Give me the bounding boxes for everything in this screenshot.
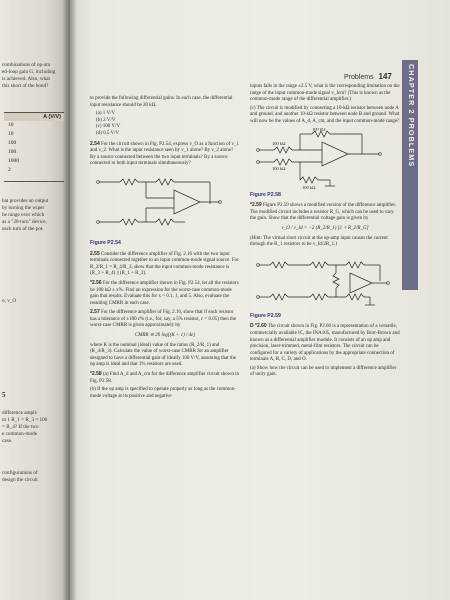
left-fragment: ed-loop gain G, including <box>2 69 56 75</box>
list-item: (b) 2 V/V <box>96 117 116 123</box>
left-fragment: he range over which <box>2 212 45 218</box>
left-fragment: each turn of the pot. <box>2 226 44 232</box>
left-fragment: o, v_O <box>2 298 17 304</box>
left-fragment: combinations of op-am <box>2 62 51 68</box>
problem-2-54 <box>90 141 240 168</box>
problem-number: *2.59 <box>250 202 262 209</box>
text-column-right <box>250 84 400 381</box>
problem-number: 2.57 <box>90 309 100 316</box>
paragraph: (a) Show how the circuit can be used to implement a difference amplifier of unity gain. <box>250 365 397 378</box>
resistor-label: 100 kΩ <box>272 165 286 171</box>
left-fragment: configurations of <box>2 470 38 476</box>
left-table-header: A (V/V) <box>4 113 64 121</box>
problem-number: 2.55 <box>90 250 100 257</box>
running-title: Problems <box>344 74 374 81</box>
paragraph: (c) The circuit is modified by connecting a 10-kΩ resistor between node A and ground, and another 10-kΩ resistor between node B and ground. What will now be the values of A_d, A_cm, and the input common-mode range? <box>250 105 400 124</box>
chapter-tab-label: CHAPTER 2 PROBLEMS <box>407 64 416 168</box>
resistor-label: 100 kΩ <box>302 184 316 190</box>
left-table-row: 100 <box>8 149 17 155</box>
left-fragment: by turning the wiper <box>2 205 45 211</box>
left-fragment: design the circuit <box>2 477 38 483</box>
book-gutter <box>62 0 76 600</box>
left-table-row: 2 <box>8 167 11 173</box>
left-table <box>4 112 64 182</box>
problem-text: For the difference amplifier of Fig. 2.16, show that if each resistor has a tolerance of ±100 ε% (i.e., for, say, a 5% resistor, ε = 0.05) then the worst-case CMRR is given approximately by <box>90 310 237 329</box>
paragraph: to provide the following differential gains. In each case, the differential input resistance should be 20 kΩ. <box>90 96 233 108</box>
problem-text: The circuit shown in Fig. P2.60 is a representation of a versatile, commercially available IC, the INA105, manufactured by Burr-Brown and known as a differential amplifier module. It consists of an op amp and precision, laser-trimmed, metal-film resistors. The circuit can be configured for a variety of applications by the appropriate connection of terminals A, B, C, D, and O. <box>250 324 400 363</box>
list-item: (a) 1 V/V <box>96 111 116 117</box>
circuit-diagram-p2-54 <box>90 170 240 238</box>
figure-caption: Figure P2.54 <box>90 239 121 246</box>
left-fragment: case. <box>2 438 13 444</box>
left-fragment: is achieved. Also, what <box>2 76 50 82</box>
text-column-left <box>90 96 240 402</box>
problem-number: *2.56 <box>90 279 102 286</box>
left-fragment: as a "20-turn" device, <box>2 219 47 225</box>
problem-2-60 <box>250 323 400 364</box>
cmrr-equation: CMRR ≅ 20 log[(K + 1) / 4ε] <box>134 333 196 339</box>
left-fragment: this short of the bond? <box>2 83 49 89</box>
problem-2-57 <box>90 309 240 330</box>
paragraph: (b) If the op amp is specified to operate properly as long as the common-mode voltage at its positive and negative <box>90 387 236 399</box>
problem-text: Consider the difference amplifier of Fig. 2.16 with the two input terminals connected together to an input common-mode signal source. For R_2/R_1 = R_4/R_3, show that the input common-mode resistance is (R_3 + R_4) || (R_1 + R_2). <box>90 251 239 277</box>
circuit-diagram-p2-59 <box>250 251 400 311</box>
page-number: 147 <box>378 72 392 81</box>
problem-number: 2.54 <box>90 140 100 147</box>
resistor-label: 100 kΩ <box>272 140 286 146</box>
problem-text: For the difference amplifier shown in Fig. P2.54, let all the resistors be 100 kΩ ± x%. Find an expression for the worst-case common-mode gain that results. Evaluate this for x = 0.1, 1, and 5. Also, evaluate the resulting CMRR in each case. <box>90 280 239 306</box>
problem-text: For the circuit shown in Fig. P2.54, express v_O as a function of v_1 and v_2. What is the input resistance seen by v_1 alone? By v_2 alone? By a source connected between the two input terminals? By a source connected to both input terminals simultaneously? <box>90 141 240 167</box>
problem-text: Figure P2.59 shows a modified version of the difference amplifier. The modified circuit includes a resistor R_G, which can be used to vary the gain. Show that the differential voltage gain is given by <box>250 203 397 222</box>
left-table-row: 10 <box>8 131 14 137</box>
paragraph: inputs falls in the range ±2.5 V, what is the corresponding limitation on the range of the input common-mode signal v_Icm? (This is known as the common-mode range of the differential amplifier.) <box>250 84 400 103</box>
left-table-row: 10 <box>8 122 14 128</box>
list-item: (d) 0.5 V/V <box>96 130 120 136</box>
left-table-row: 1000 <box>8 158 19 164</box>
list-item: (c) 100 V/V <box>96 124 121 130</box>
problem-2-56 <box>90 280 240 307</box>
left-fragment: e common-mode <box>2 431 38 437</box>
figure-caption: Figure P2.58 <box>250 191 281 198</box>
left-table-row: 100 <box>8 140 17 146</box>
circuit-diagram-p2-58 <box>250 128 400 190</box>
problem-2-59 <box>250 202 400 223</box>
running-head <box>344 72 392 81</box>
left-page <box>0 0 70 600</box>
problem-text: (a) Find A_d and A_cm for the difference amplifier circuit shown in Fig. P2.58. <box>90 372 240 384</box>
resistor-label: 100 kΩ <box>312 127 326 132</box>
gain-equation: v_O / v_Id = −2 (R_2/R_1) [1 + R_2/R_G] <box>281 225 369 231</box>
problem-2-58 <box>90 371 240 385</box>
left-fragment: difference ampli- <box>2 410 38 416</box>
left-fragment: m 1 R_1 = R_3 = 100 <box>2 417 48 423</box>
paragraph: where K is the nominal (ideal) value of the ratios (R_2/R_1) and (R_4/R_3). Calculate the value of worst-case CMRR for an amplifier designed to have a differential gain of ideally 100 V/V, assuming that the op amp is ideal and that 1% resistors are used. <box>90 342 236 368</box>
figure-caption: Figure P2.59 <box>250 312 281 319</box>
left-fragment: hat provides an output <box>2 198 49 204</box>
problem-number: *2.58 <box>90 371 102 378</box>
problem-2-55 <box>90 251 240 278</box>
left-fragment: 5 <box>2 391 6 399</box>
paragraph: (Hint: The virtual short circuit at the op-amp input causes the current through the R_1 resistors to be v_Id/2R_1.) <box>250 235 388 248</box>
problem-number: D *2.60 <box>250 323 267 330</box>
left-fragment: = R_4? If the two <box>2 424 39 430</box>
chapter-thumb-tab <box>402 60 418 290</box>
